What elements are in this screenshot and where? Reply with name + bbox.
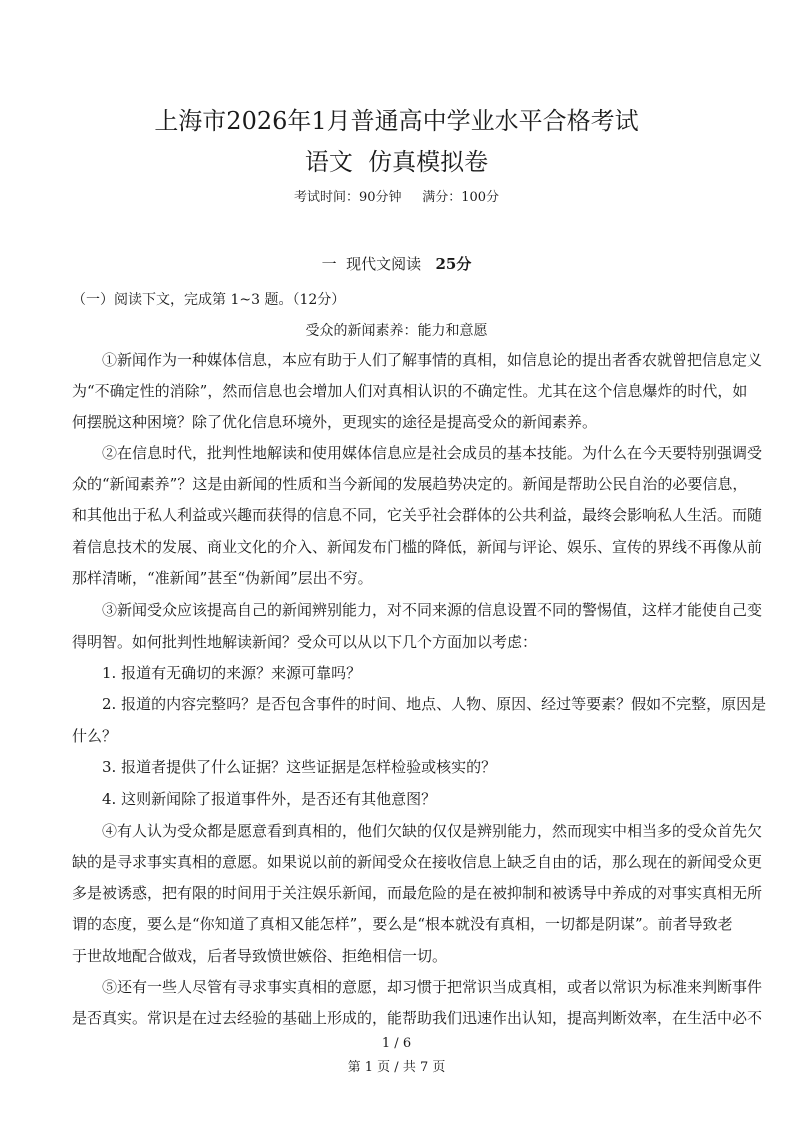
body-line: 什么？ <box>72 727 118 745</box>
section-heading <box>0 253 793 274</box>
body-line: 缺的是寻求事实真相的意愿。如果说以前的新闻受众在接收信息上缺乏自由的话，那么现在的新闻受众更 <box>72 853 763 871</box>
body-line: 和其他出于私人利益或兴趣而获得的信息不同，它关乎社会群体的公共利益，最终会影响私人生活。而随 <box>72 506 763 524</box>
body-line: 1. 报道有无确切的来源？来源可靠吗？ <box>102 664 362 682</box>
body-line: 多是被诱惑，把有限的时间用于关注娱乐新闻，而最危险的是在被抑制和被诱导中养成的对事实真相无所 <box>72 884 763 902</box>
exam-subtitle: 语文 仿真模拟卷 <box>304 148 489 176</box>
body-line: 何摆脱这种困境？除了优化信息环境外，更现实的途径是提高受众的新闻素养。 <box>72 413 598 431</box>
body-line: 谓的态度，要么是“你知道了真相又能怎样”，要么是“根本就没有真相，一切都是阴谋”。前者导致老 <box>72 915 733 933</box>
body-line: 4. 这则新闻除了报道事件外，是否还有其他意图？ <box>102 790 437 808</box>
body-line: ⑤还有一些人尽管有寻求事实真相的意愿，却习惯于把常识当成真相，或者以常识为标准来判断事件 <box>102 978 763 996</box>
page-label: 第 1 页 / 共 7 页 <box>347 1060 446 1075</box>
body-line: 众的“新闻素养”？这是由新闻的性质和当今新闻的发展趋势决定的。新闻是帮助公民自治的必要信息， <box>72 475 748 493</box>
exam-title: 上海市2026年1月普通高中学业水平合格考试 <box>154 107 639 135</box>
body-line: ②在信息时代，批判性地解读和使用媒体信息应是社会成员的基本技能。为什么在今天要特别强调受 <box>102 444 763 462</box>
article-title: 受众的新闻素养：能力和意愿 <box>305 323 488 339</box>
question-group-instruction: （一）阅读下文，完成第 1~3 题。（12分） <box>72 292 346 308</box>
section-label: 一 现代文阅读 <box>321 255 422 273</box>
exam-info: 考试时间：90分钟 满分：100分 <box>293 190 500 205</box>
body-line: 得明智。如何批判性地解读新闻？受众可以从以下几个方面加以考虑： <box>72 633 538 651</box>
page-fraction: 1 / 6 <box>381 1036 412 1051</box>
body-line: 那样清晰，“准新闻”甚至“伪新闻”层出不穷。 <box>72 569 373 587</box>
body-line: 为“不确定性的消除”，然而信息也会增加人们对真相认识的不确定性。尤其在这个信息爆炸的时代，如 <box>72 382 748 400</box>
body-line: 2. 报道的内容完整吗？是否包含事件的时间、地点、人物、原因、经过等要素？假如不完整，原因是 <box>102 695 767 713</box>
body-line: ④有人认为受众都是愿意看到真相的，他们欠缺的仅仅是辨别能力，然而现实中相当多的受众首先欠 <box>102 822 763 840</box>
body-line: 于世故地配合做戏，后者导致愤世嫉俗、拒绝相信一切。 <box>72 947 448 965</box>
body-line: 3. 报道者提供了什么证据？这些证据是怎样检验或核实的？ <box>102 758 497 776</box>
body-line: 是否真实。常识是在过去经验的基础上形成的，能帮助我们迅速作出认知，提高判断效率，在生活中必不 <box>72 1009 763 1027</box>
body-line: ①新闻作为一种媒体信息，本应有助于人们了解事情的真相，如信息论的提出者香农就曾把信息定义 <box>102 351 763 369</box>
body-line: ③新闻受众应该提高自己的新闻辨别能力，对不同来源的信息设置不同的警惕值，这样才能使自己变 <box>102 601 763 619</box>
section-score: 25分 <box>435 255 472 273</box>
body-line: 着信息技术的发展、商业文化的介入、新闻发布门槛的降低，新闻与评论、娱乐、宣传的界线不再像从前 <box>72 538 763 556</box>
